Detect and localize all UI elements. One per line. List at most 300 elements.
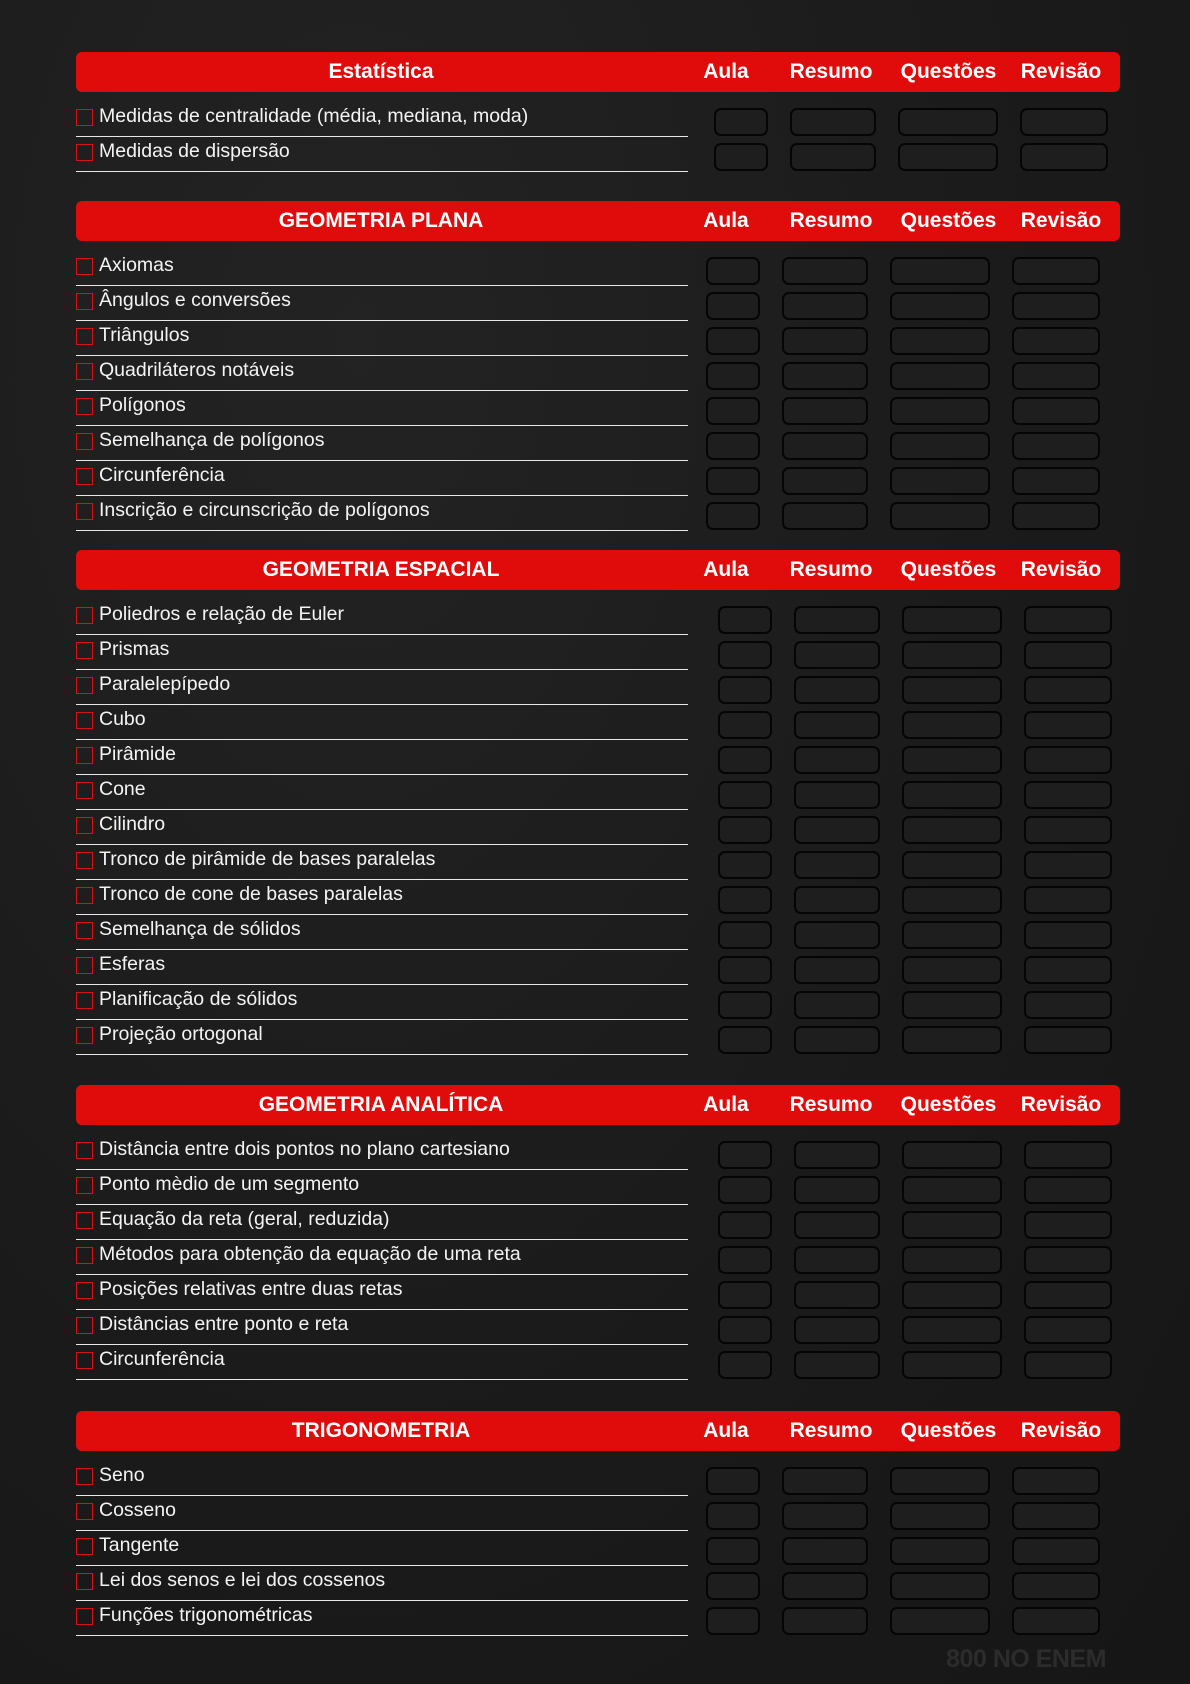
topic-label: Lei dos senos e lei dos cossenos xyxy=(99,1569,386,1591)
aula-box[interactable] xyxy=(706,1607,760,1635)
resumo-box[interactable] xyxy=(794,1246,880,1274)
questoes-box[interactable] xyxy=(890,292,990,320)
resumo-box[interactable] xyxy=(782,1607,868,1635)
aula-box[interactable] xyxy=(706,467,760,495)
topic-label: Seno xyxy=(99,1464,145,1486)
topic-row xyxy=(76,428,1120,463)
resumo-box[interactable] xyxy=(782,327,868,355)
topic-checkbox[interactable] xyxy=(76,109,93,126)
aula-box[interactable] xyxy=(714,108,768,136)
topic-checkbox[interactable] xyxy=(76,1538,93,1555)
row-underline xyxy=(76,460,688,462)
topic-checkbox[interactable] xyxy=(76,1212,93,1229)
topic-row xyxy=(76,1603,1120,1638)
topic-checkbox[interactable] xyxy=(76,1573,93,1590)
questoes-box[interactable] xyxy=(902,606,1002,634)
topic-label: Inscrição e circunscrição de polígonos xyxy=(99,499,430,521)
row-underline xyxy=(76,1274,688,1276)
row-underline xyxy=(76,285,688,287)
questoes-box[interactable] xyxy=(902,1176,1002,1204)
resumo-box[interactable] xyxy=(794,851,880,879)
aula-box[interactable] xyxy=(718,641,772,669)
revisao-box[interactable] xyxy=(1024,886,1112,914)
topic-label: Planificação de sólidos xyxy=(99,988,298,1010)
column-header-0: Aula xyxy=(703,1093,749,1116)
revisao-box[interactable] xyxy=(1012,1467,1100,1495)
revisao-box[interactable] xyxy=(1012,1572,1100,1600)
row-underline xyxy=(76,390,688,392)
topic-checkbox[interactable] xyxy=(76,1503,93,1520)
aula-box[interactable] xyxy=(718,921,772,949)
revisao-box[interactable] xyxy=(1024,921,1112,949)
topic-label: Prismas xyxy=(99,638,170,660)
row-underline xyxy=(76,1344,688,1346)
row-underline xyxy=(76,1379,688,1381)
aula-box[interactable] xyxy=(718,1176,772,1204)
topic-label: Medidas de dispersão xyxy=(99,140,290,162)
revisao-box[interactable] xyxy=(1012,1607,1100,1635)
section-0 xyxy=(76,52,1120,174)
section-title: GEOMETRIA PLANA xyxy=(278,209,484,232)
row-underline xyxy=(76,495,688,497)
resumo-box[interactable] xyxy=(794,641,880,669)
topic-row xyxy=(76,288,1120,323)
row-underline xyxy=(76,844,688,846)
questoes-box[interactable] xyxy=(898,143,998,171)
revisao-box[interactable] xyxy=(1020,143,1108,171)
questoes-box[interactable] xyxy=(902,1246,1002,1274)
topic-checkbox[interactable] xyxy=(76,712,93,729)
topic-label: Ponto mèdio de um segmento xyxy=(99,1173,360,1195)
aula-box[interactable] xyxy=(706,292,760,320)
topic-row xyxy=(76,1463,1120,1498)
questoes-box[interactable] xyxy=(902,781,1002,809)
column-header-0: Aula xyxy=(703,1419,749,1442)
aula-box[interactable] xyxy=(718,851,772,879)
revisao-box[interactable] xyxy=(1012,327,1100,355)
revisao-box[interactable] xyxy=(1020,108,1108,136)
topic-checkbox[interactable] xyxy=(76,1027,93,1044)
row-underline xyxy=(76,1530,688,1532)
topic-row xyxy=(76,1312,1120,1347)
topic-checkbox[interactable] xyxy=(76,1608,93,1625)
revisao-box[interactable] xyxy=(1024,1176,1112,1204)
questoes-box[interactable] xyxy=(890,1572,990,1600)
questoes-box[interactable] xyxy=(902,1026,1002,1054)
aula-box[interactable] xyxy=(718,676,772,704)
resumo-box[interactable] xyxy=(794,1316,880,1344)
questoes-box[interactable] xyxy=(890,257,990,285)
topic-checkbox[interactable] xyxy=(76,922,93,939)
topic-checkbox[interactable] xyxy=(76,957,93,974)
topic-label: Pirâmide xyxy=(99,743,176,765)
row-underline xyxy=(76,1565,688,1567)
resumo-box[interactable] xyxy=(794,1176,880,1204)
aula-box[interactable] xyxy=(718,1316,772,1344)
topic-checkbox[interactable] xyxy=(76,293,93,310)
aula-box[interactable] xyxy=(706,397,760,425)
aula-box[interactable] xyxy=(706,1502,760,1530)
topic-label: Paralelepípedo xyxy=(99,673,231,695)
revisao-box[interactable] xyxy=(1024,606,1112,634)
topic-checkbox[interactable] xyxy=(76,363,93,380)
questoes-box[interactable] xyxy=(890,1607,990,1635)
topic-checkbox[interactable] xyxy=(76,1142,93,1159)
row-underline xyxy=(76,425,688,427)
row-underline xyxy=(76,320,688,322)
revisao-box[interactable] xyxy=(1024,676,1112,704)
questoes-box[interactable] xyxy=(902,1141,1002,1169)
resumo-box[interactable] xyxy=(782,467,868,495)
topic-checkbox[interactable] xyxy=(76,328,93,345)
questoes-box[interactable] xyxy=(902,1211,1002,1239)
resumo-box[interactable] xyxy=(794,711,880,739)
questoes-box[interactable] xyxy=(902,991,1002,1019)
aula-box[interactable] xyxy=(718,1281,772,1309)
topic-checkbox[interactable] xyxy=(76,258,93,275)
questoes-box[interactable] xyxy=(890,1537,990,1565)
row-underline xyxy=(76,1019,688,1021)
row-underline xyxy=(76,704,688,706)
topic-label: Posições relativas entre duas retas xyxy=(99,1278,403,1300)
section-title: Estatística xyxy=(328,60,434,83)
row-underline xyxy=(76,914,688,916)
revisao-box[interactable] xyxy=(1024,1211,1112,1239)
topic-row xyxy=(76,1022,1120,1057)
aula-box[interactable] xyxy=(706,1572,760,1600)
questoes-box[interactable] xyxy=(902,921,1002,949)
aula-box[interactable] xyxy=(714,143,768,171)
column-header-1: Resumo xyxy=(789,209,873,232)
questoes-box[interactable] xyxy=(902,676,1002,704)
topic-row xyxy=(76,323,1120,358)
questoes-box[interactable] xyxy=(890,397,990,425)
row-underline xyxy=(76,984,688,986)
section-header xyxy=(76,1085,1120,1125)
revisao-box[interactable] xyxy=(1012,1502,1100,1530)
topic-row xyxy=(76,847,1120,882)
questoes-box[interactable] xyxy=(902,1281,1002,1309)
topic-row xyxy=(76,1498,1120,1533)
column-header-2: Questões xyxy=(900,60,997,83)
revisao-box[interactable] xyxy=(1012,257,1100,285)
topic-label: Cubo xyxy=(99,708,146,730)
resumo-box[interactable] xyxy=(794,1026,880,1054)
topic-label: Projeção ortogonal xyxy=(99,1023,263,1045)
row-underline xyxy=(76,136,688,138)
resumo-box[interactable] xyxy=(790,108,876,136)
aula-box[interactable] xyxy=(718,1211,772,1239)
topic-checkbox[interactable] xyxy=(76,503,93,520)
topic-row xyxy=(76,672,1120,707)
section-header xyxy=(76,1411,1120,1451)
topic-row xyxy=(76,742,1120,777)
topic-label: Medidas de centralidade (média, mediana, moda) xyxy=(99,105,529,127)
revisao-box[interactable] xyxy=(1024,851,1112,879)
questoes-box[interactable] xyxy=(902,886,1002,914)
topic-checkbox[interactable] xyxy=(76,1468,93,1485)
topic-checkbox[interactable] xyxy=(76,144,93,161)
section-2 xyxy=(76,550,1120,1057)
column-header-2: Questões xyxy=(900,558,997,581)
revisao-box[interactable] xyxy=(1024,641,1112,669)
questoes-box[interactable] xyxy=(902,816,1002,844)
questoes-box[interactable] xyxy=(890,1502,990,1530)
topic-label: Equação da reta (geral, reduzida) xyxy=(99,1208,390,1230)
row-underline xyxy=(76,171,688,173)
revisao-box[interactable] xyxy=(1024,816,1112,844)
aula-box[interactable] xyxy=(718,711,772,739)
topic-row xyxy=(76,1242,1120,1277)
aula-box[interactable] xyxy=(718,1351,772,1379)
aula-box[interactable] xyxy=(706,327,760,355)
section-title: GEOMETRIA ESPACIAL xyxy=(262,558,500,581)
revisao-box[interactable] xyxy=(1012,467,1100,495)
revisao-box[interactable] xyxy=(1024,1141,1112,1169)
column-header-1: Resumo xyxy=(789,558,873,581)
questoes-box[interactable] xyxy=(902,851,1002,879)
aula-box[interactable] xyxy=(718,606,772,634)
topic-row xyxy=(76,637,1120,672)
resumo-box[interactable] xyxy=(782,257,868,285)
revisao-box[interactable] xyxy=(1012,397,1100,425)
section-title: GEOMETRIA ANALÍTICA xyxy=(258,1093,504,1116)
column-header-2: Questões xyxy=(900,1093,997,1116)
resumo-box[interactable] xyxy=(794,746,880,774)
row-underline xyxy=(76,739,688,741)
revisao-box[interactable] xyxy=(1012,502,1100,530)
row-underline xyxy=(76,669,688,671)
resumo-box[interactable] xyxy=(794,1351,880,1379)
resumo-box[interactable] xyxy=(782,432,868,460)
questoes-box[interactable] xyxy=(902,1316,1002,1344)
row-underline xyxy=(76,1054,688,1056)
resumo-box[interactable] xyxy=(782,1572,868,1600)
revisao-box[interactable] xyxy=(1024,1026,1112,1054)
topic-checkbox[interactable] xyxy=(76,642,93,659)
topic-row xyxy=(76,602,1120,637)
section-header xyxy=(76,550,1120,590)
topic-checkbox[interactable] xyxy=(76,1177,93,1194)
questoes-box[interactable] xyxy=(890,362,990,390)
questoes-box[interactable] xyxy=(890,327,990,355)
watermark-logo: 800 NO ENEM xyxy=(946,1645,1106,1673)
revisao-box[interactable] xyxy=(1024,991,1112,1019)
resumo-box[interactable] xyxy=(782,362,868,390)
resumo-box[interactable] xyxy=(794,991,880,1019)
topic-label: Tronco de cone de bases paralelas xyxy=(99,883,403,905)
aula-box[interactable] xyxy=(706,1537,760,1565)
section-header xyxy=(76,52,1120,92)
topic-checkbox[interactable] xyxy=(76,677,93,694)
resumo-box[interactable] xyxy=(794,816,880,844)
column-header-3: Revisão xyxy=(1020,558,1102,581)
resumo-box[interactable] xyxy=(794,781,880,809)
aula-box[interactable] xyxy=(718,1246,772,1274)
aula-box[interactable] xyxy=(718,746,772,774)
topic-label: Tangente xyxy=(99,1534,180,1556)
resumo-box[interactable] xyxy=(790,143,876,171)
topic-checkbox[interactable] xyxy=(76,1282,93,1299)
questoes-box[interactable] xyxy=(890,432,990,460)
questoes-box[interactable] xyxy=(902,1351,1002,1379)
questoes-box[interactable] xyxy=(902,746,1002,774)
topic-label: Semelhança de sólidos xyxy=(99,918,301,940)
topic-row xyxy=(76,1207,1120,1242)
aula-box[interactable] xyxy=(718,1026,772,1054)
topic-row xyxy=(76,777,1120,812)
topic-checkbox[interactable] xyxy=(76,468,93,485)
questoes-box[interactable] xyxy=(890,1467,990,1495)
topic-row xyxy=(76,952,1120,987)
section-4 xyxy=(76,1411,1120,1638)
row-underline xyxy=(76,809,688,811)
resumo-box[interactable] xyxy=(782,292,868,320)
revisao-box[interactable] xyxy=(1024,1316,1112,1344)
topic-checkbox[interactable] xyxy=(76,887,93,904)
revisao-box[interactable] xyxy=(1024,956,1112,984)
aula-box[interactable] xyxy=(718,991,772,1019)
resumo-box[interactable] xyxy=(794,1211,880,1239)
aula-box[interactable] xyxy=(718,781,772,809)
topic-checkbox[interactable] xyxy=(76,747,93,764)
topic-checkbox[interactable] xyxy=(76,852,93,869)
topic-label: Ângulos e conversões xyxy=(99,289,291,311)
row-underline xyxy=(76,530,688,532)
revisao-box[interactable] xyxy=(1012,1537,1100,1565)
questoes-box[interactable] xyxy=(902,956,1002,984)
resumo-box[interactable] xyxy=(782,1502,868,1530)
aula-box[interactable] xyxy=(718,886,772,914)
section-1 xyxy=(76,201,1120,533)
questoes-box[interactable] xyxy=(890,467,990,495)
questoes-box[interactable] xyxy=(902,641,1002,669)
row-underline xyxy=(76,879,688,881)
row-underline xyxy=(76,355,688,357)
section-header xyxy=(76,201,1120,241)
topic-row xyxy=(76,393,1120,428)
column-header-3: Revisão xyxy=(1020,1093,1102,1116)
topic-checkbox[interactable] xyxy=(76,607,93,624)
topic-checkbox[interactable] xyxy=(76,1317,93,1334)
topic-row xyxy=(76,1347,1120,1382)
topic-label: Tronco de pirâmide de bases paralelas xyxy=(99,848,436,870)
column-header-3: Revisão xyxy=(1020,209,1102,232)
topic-row xyxy=(76,987,1120,1022)
aula-box[interactable] xyxy=(706,362,760,390)
aula-box[interactable] xyxy=(706,257,760,285)
revisao-box[interactable] xyxy=(1012,432,1100,460)
revisao-box[interactable] xyxy=(1012,292,1100,320)
topic-row xyxy=(76,139,1120,174)
row-underline xyxy=(76,1600,688,1602)
resumo-box[interactable] xyxy=(794,1141,880,1169)
column-header-1: Resumo xyxy=(789,1093,873,1116)
topic-checkbox[interactable] xyxy=(76,1352,93,1369)
topic-label: Triângulos xyxy=(99,324,190,346)
questoes-box[interactable] xyxy=(902,711,1002,739)
topic-label: Métodos para obtenção da equação de uma reta xyxy=(99,1243,521,1265)
revisao-box[interactable] xyxy=(1024,1351,1112,1379)
topic-label: Polígonos xyxy=(99,394,186,416)
aula-box[interactable] xyxy=(718,956,772,984)
column-header-2: Questões xyxy=(900,209,997,232)
topic-checkbox[interactable] xyxy=(76,992,93,1009)
topic-label: Circunferência xyxy=(99,464,225,486)
resumo-box[interactable] xyxy=(794,606,880,634)
resumo-box[interactable] xyxy=(794,1281,880,1309)
revisao-box[interactable] xyxy=(1012,362,1100,390)
revisao-box[interactable] xyxy=(1024,746,1112,774)
topic-label: Poliedros e relação de Euler xyxy=(99,603,344,625)
topic-row xyxy=(76,1568,1120,1603)
revisao-box[interactable] xyxy=(1024,781,1112,809)
topic-row xyxy=(76,1277,1120,1312)
column-header-0: Aula xyxy=(703,558,749,581)
topic-label: Semelhança de polígonos xyxy=(99,429,325,451)
row-underline xyxy=(76,1204,688,1206)
resumo-box[interactable] xyxy=(794,886,880,914)
topic-row xyxy=(76,1137,1120,1172)
topic-checkbox[interactable] xyxy=(76,1247,93,1264)
resumo-box[interactable] xyxy=(794,956,880,984)
resumo-box[interactable] xyxy=(794,676,880,704)
column-header-0: Aula xyxy=(703,209,749,232)
topic-label: Cone xyxy=(99,778,146,800)
resumo-box[interactable] xyxy=(782,1537,868,1565)
row-underline xyxy=(76,1169,688,1171)
row-underline xyxy=(76,1495,688,1497)
topic-row xyxy=(76,917,1120,952)
aula-box[interactable] xyxy=(718,1141,772,1169)
resumo-box[interactable] xyxy=(782,397,868,425)
column-header-2: Questões xyxy=(900,1419,997,1442)
topic-row xyxy=(76,707,1120,742)
topic-label: Distância entre dois pontos no plano cartesiano xyxy=(99,1138,510,1160)
revisao-box[interactable] xyxy=(1024,1281,1112,1309)
topic-row xyxy=(76,812,1120,847)
topic-checkbox[interactable] xyxy=(76,782,93,799)
resumo-box[interactable] xyxy=(794,921,880,949)
topic-checkbox[interactable] xyxy=(76,398,93,415)
resumo-box[interactable] xyxy=(782,1467,868,1495)
questoes-box[interactable] xyxy=(898,108,998,136)
topic-checkbox[interactable] xyxy=(76,433,93,450)
topic-row xyxy=(76,1533,1120,1568)
revisao-box[interactable] xyxy=(1024,1246,1112,1274)
row-underline xyxy=(76,774,688,776)
questoes-box[interactable] xyxy=(890,502,990,530)
aula-box[interactable] xyxy=(706,1467,760,1495)
column-header-1: Resumo xyxy=(789,60,873,83)
topic-label: Esferas xyxy=(99,953,166,975)
topic-checkbox[interactable] xyxy=(76,817,93,834)
row-underline xyxy=(76,634,688,636)
row-underline xyxy=(76,1309,688,1311)
aula-box[interactable] xyxy=(718,816,772,844)
aula-box[interactable] xyxy=(706,502,760,530)
topic-row xyxy=(76,358,1120,393)
aula-box[interactable] xyxy=(706,432,760,460)
topic-row xyxy=(76,463,1120,498)
topic-row xyxy=(76,1172,1120,1207)
row-underline xyxy=(76,1635,688,1637)
topic-row xyxy=(76,498,1120,533)
topic-row xyxy=(76,882,1120,917)
topic-label: Axiomas xyxy=(99,254,174,276)
resumo-box[interactable] xyxy=(782,502,868,530)
revisao-box[interactable] xyxy=(1024,711,1112,739)
